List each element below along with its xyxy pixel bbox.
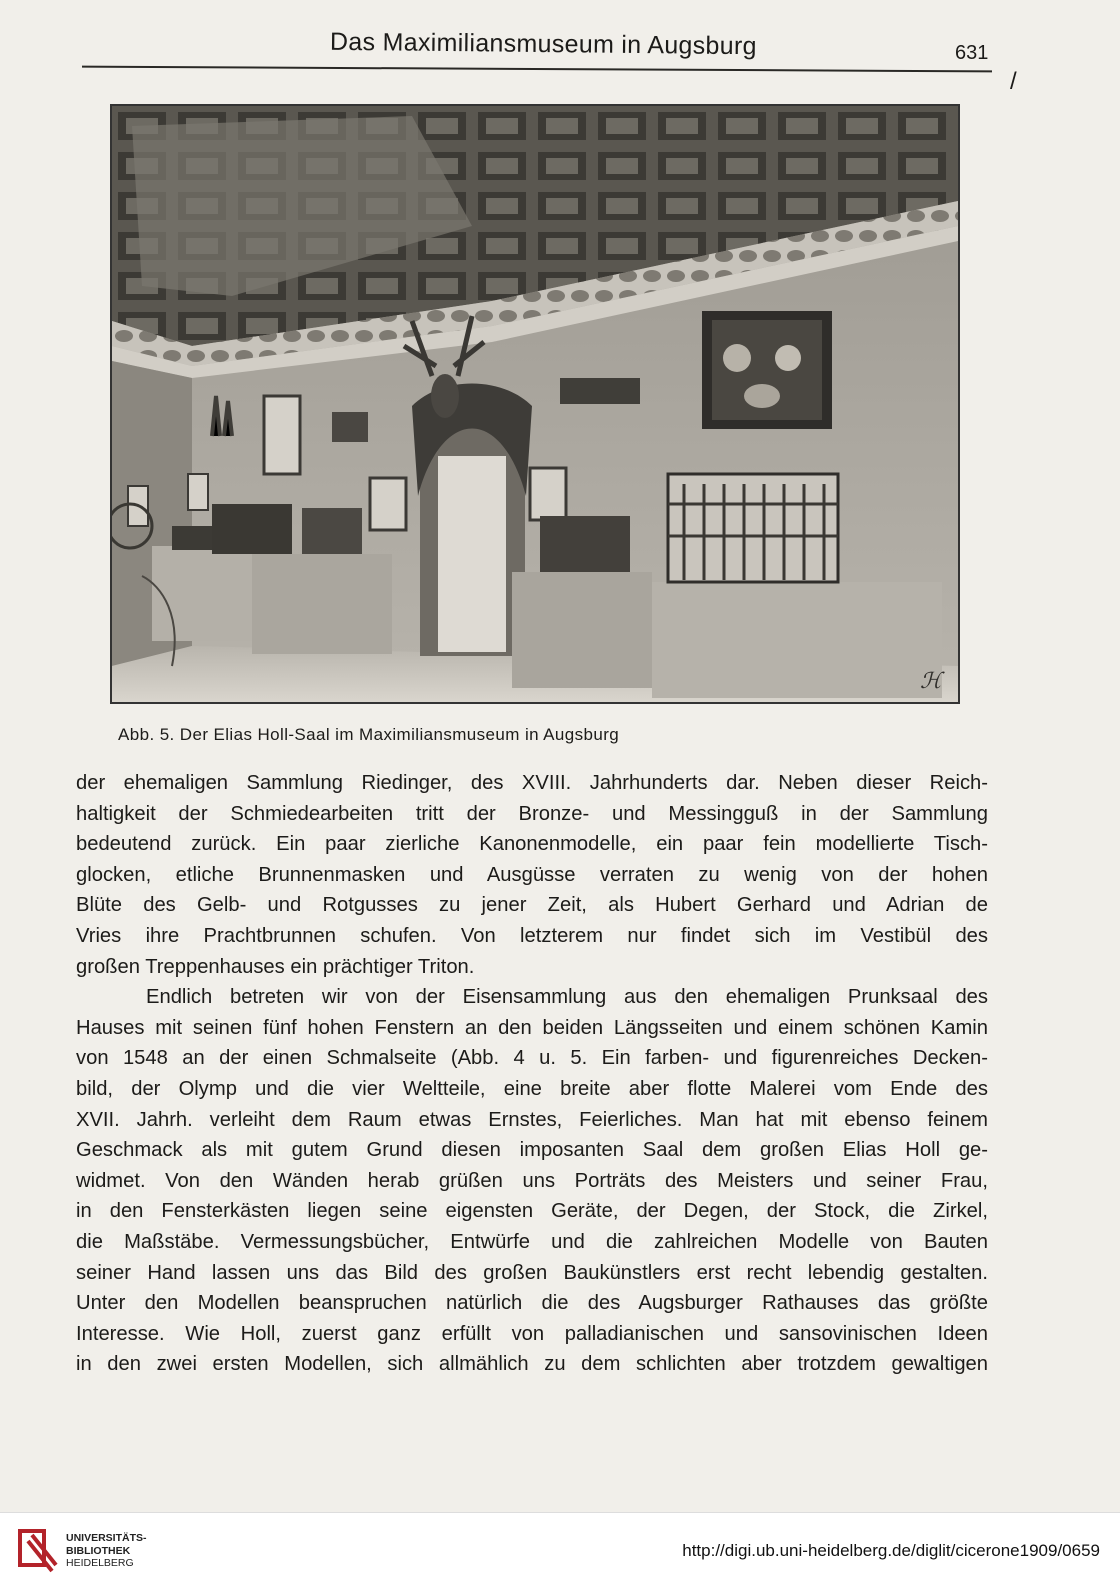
text-line: Hauses mit seinen fünf hohen Fenstern an den beiden Längsseiten und einem schönen Kamin [76,1016,988,1039]
monogram-mark: ℋ [920,669,942,694]
text-line: in den zwei ersten Modellen, sich allmählich zu dem schlichten aber trotzdem gewaltigen [76,1353,988,1376]
text-line: bild, der Olymp und die vier Weltteile, eine breite aber flotte Malerei vom Ende des [76,1077,988,1100]
text-line: Interesse. Wie Holl, zuerst ganz erfüllt von palladianischen und sansovinischen Ideen [76,1322,988,1345]
digitization-footer [0,1512,1120,1592]
running-title: Das Maximiliansmuseum in Augsburg [329,27,757,61]
text-line: Endlich betreten wir von der Eisensammlung aus den ehemaligen Prunksaal des [146,986,988,1009]
text-line: XVII. Jahrh. verleiht dem Raum etwas Ernstes, Feierliches. Man hat mit ebenso feinem [76,1108,988,1131]
text-line: in den Fensterkästen liegen seine eigensten Geräte, der Degen, der Stock, die Zirkel, [76,1200,988,1223]
text-line: großen Treppenhauses ein prächtiger Triton. [76,955,475,978]
photo-figure [110,104,960,704]
text-line: von 1548 an der einen Schmalseite (Abb. 4 u. 5. Ein farben- und figurenreiches Decken- [76,1047,988,1070]
figure-caption: Abb. 5. Der Elias Holl-Saal im Maximiliansmuseum in Augsburg [118,725,620,744]
text-line: haltigkeit der Schmiedearbeiten tritt der Bronze- und Messingguß in der Sammlung [76,802,988,825]
text-line: Vries ihre Prachtbrunnen schufen. Von letzterem nur findet sich im Vestibül des [76,924,988,947]
text-line: der ehemaligen Sammlung Riedinger, des XVIII. Jahrhunderts dar. Neben dieser Reich- [76,772,988,794]
library-name-line: HEIDELBERG [66,1557,134,1569]
library-logo-icon [18,1527,58,1577]
text-line: Blüte des Gelb- und Rotgusses zu jener Zeit, als Hubert Gerhard und Adrian de [76,894,988,917]
header-rule [82,66,992,73]
text-line: Geschmack als mit gutem Grund diesen imposanten Saal dem großen Elias Holl ge- [76,1139,988,1162]
library-name [66,1532,147,1570]
margin-mark: / [1010,68,1017,95]
text-line: bedeutend zurück. Ein paar zierliche Kanonenmodelle, ein paar fein modellierte Tisch- [76,833,988,856]
library-name-line: UNIVERSITÄTS- [66,1532,147,1544]
text-line: Unter den Modellen beanspruchen natürlich die des Augsburger Rathauses das größte [76,1292,988,1315]
text-line: glocken, etliche Brunnenmasken und Ausgüsse verraten zu wenig von der hohen [76,863,988,886]
body-text [76,768,988,1380]
text-line: widmet. Von den Wänden herab grüßen uns Porträts des Meisters und seiner Frau, [76,1169,988,1192]
hall-photo-illustration [112,106,958,702]
permalink-url[interactable]: http://digi.ub.uni-heidelberg.de/diglit/cicerone1909/0659 [682,1541,1100,1560]
text-line: die Maßstäbe. Vermessungsbücher, Entwürfe und die zahlreichen Modelle von Bauten [76,1230,988,1253]
library-name-line: BIBLIOTHEK [66,1544,131,1557]
text-line: seiner Hand lassen uns das Bild des großen Baukünstlers erst recht lebendig gestalten. [76,1261,988,1284]
page-number: 631 [955,42,989,64]
